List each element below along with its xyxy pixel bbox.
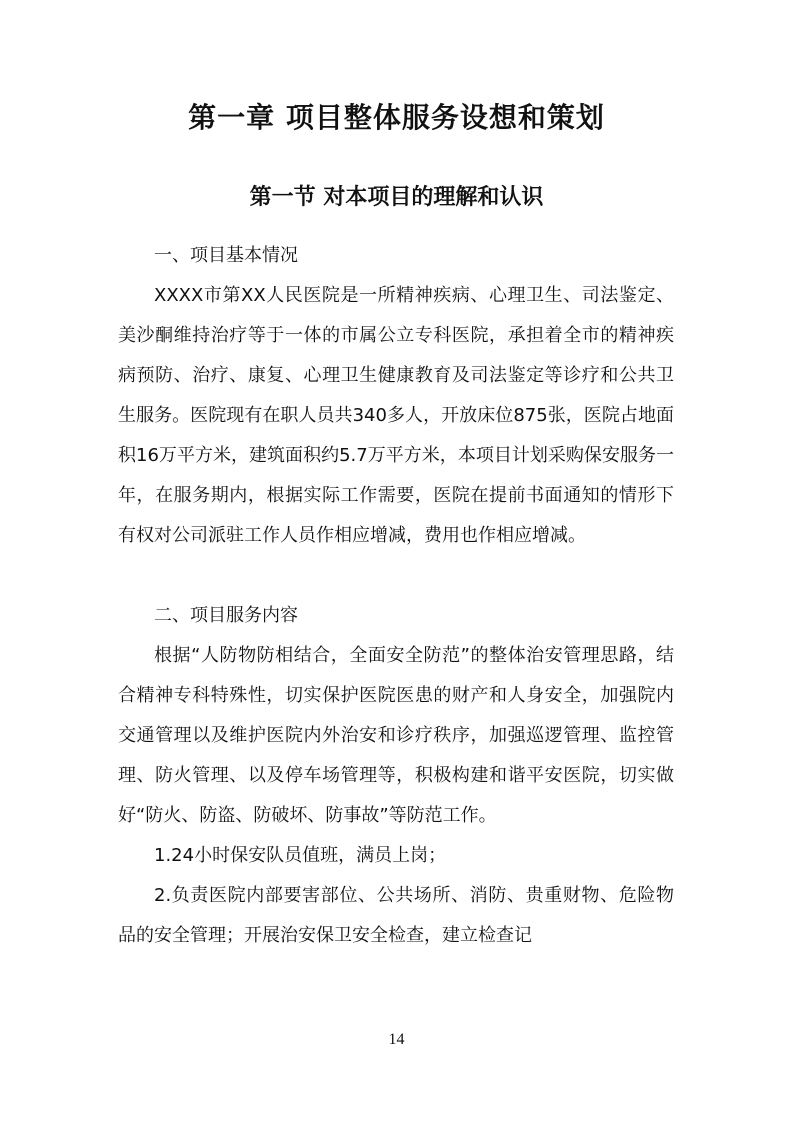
- paragraph-project-basics: XXXX市第XX人民医院是一所精神疾病、心理卫生、司法鉴定、美沙酮维持治疗等于一体的市属公立专科医院，承担着全市的精神疾病预防、治疗、康复、心理卫生健康教育及司法鉴定等诊疗和公共卫生服务。医院现有在职人员共340多人，开放床位875张，医院占地面积16万平方米，建筑面积约5.7万平方米，本项目计划采购保安服务一年，在服务期内，根据实际工作需要，医院在提前书面通知的情形下有权对公司派驻工作人员作相应增减，费用也作相应增减。: [118, 285, 674, 546]
- chapter-title: 第一章 项目整体服务设想和策划: [188, 101, 605, 134]
- section-title: 第一节 对本项目的理解和认识: [249, 185, 544, 210]
- page-number: 14: [388, 1031, 405, 1048]
- heading-service-content: 二、项目服务内容: [154, 605, 298, 626]
- paragraph-spacer: [118, 556, 674, 596]
- paragraph-service-content: 根据“人防物防相结合，全面安全防范”的整体治安管理思路，结合精神专科特殊性，切实保护医院医患的财产和人身安全，加强院内交通管理以及维护医院内外治安和诊疗秩序，加强巡逻管理、监控管理、防火管理、以及停车场管理等，积极构建和谐平安医院，切实做好“防火、防盗、防破坏、防事故”等防范工作。: [118, 645, 674, 826]
- heading-project-basics: 一、项目基本情况: [154, 245, 298, 266]
- list-item-1: 1.24小时保安队员值班，满员上岗；: [154, 845, 447, 866]
- body-text: [118, 236, 674, 956]
- list-item-2: 2.负责医院内部要害部位、公共场所、消防、贵重财物、危险物品的安全管理；开展治安保卫安全检查，建立检查记: [118, 885, 674, 946]
